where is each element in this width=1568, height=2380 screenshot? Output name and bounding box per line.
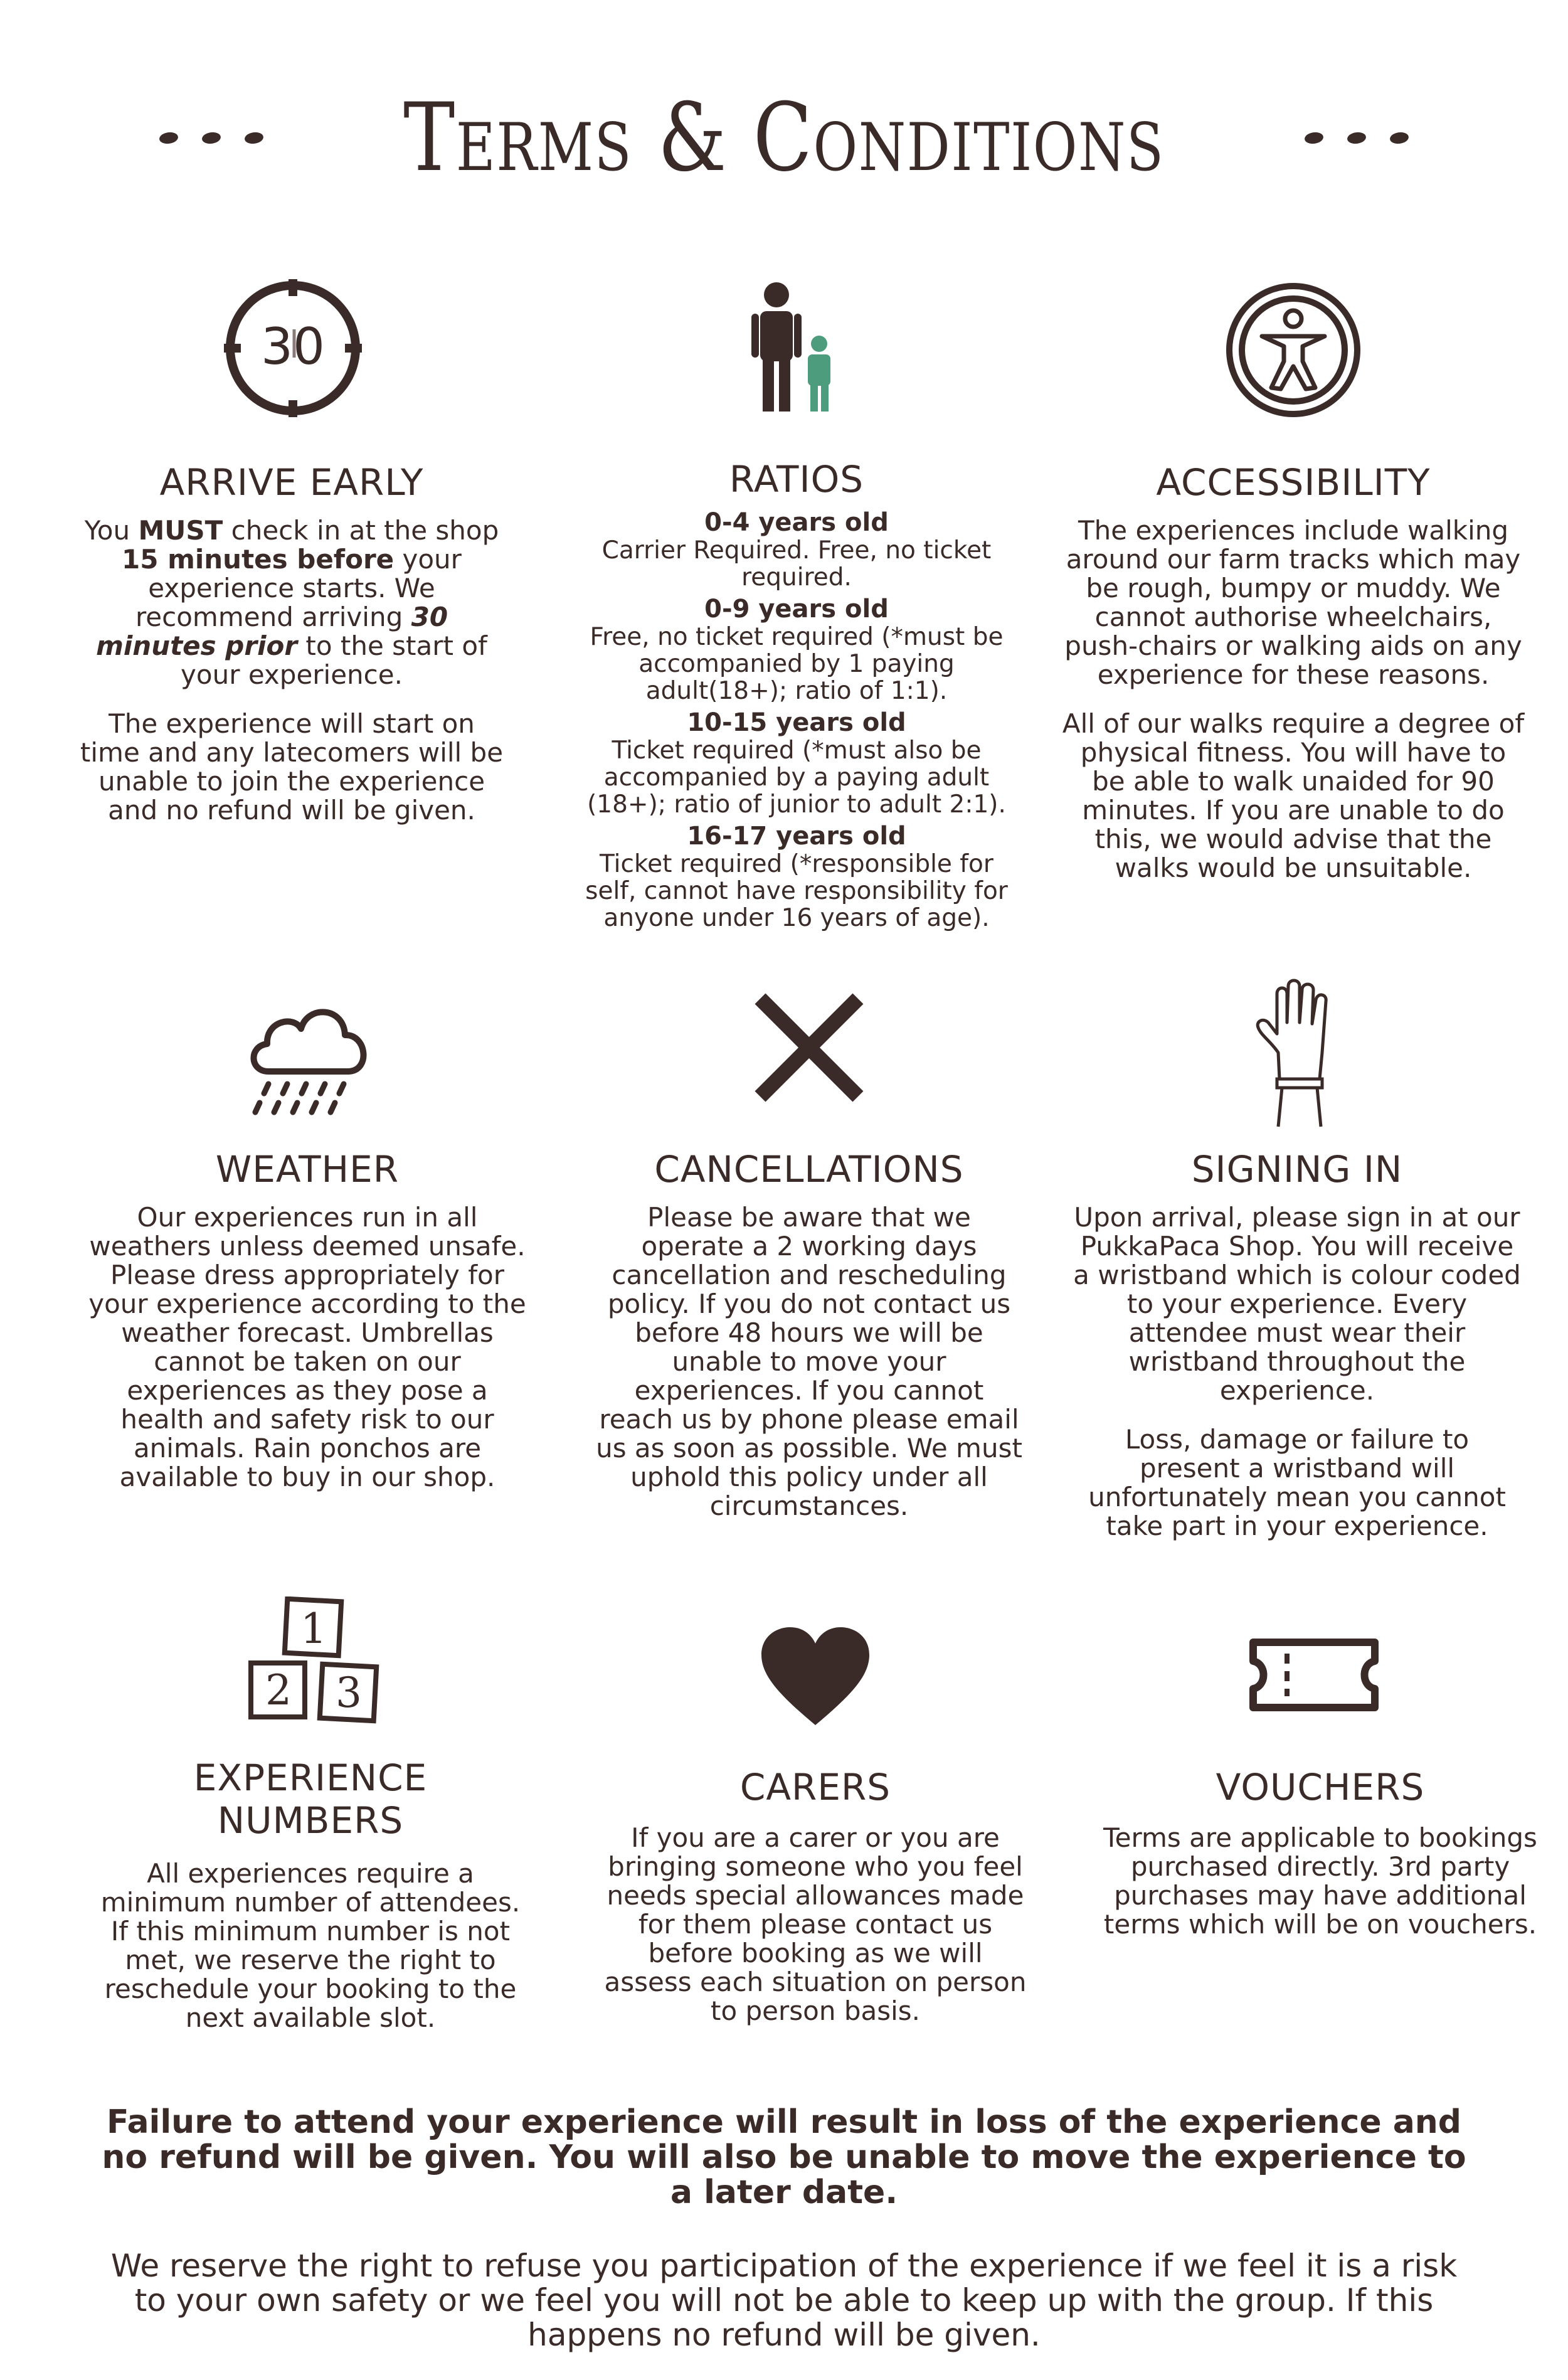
title-row [0,75,1568,201]
adult-child-icon [745,281,839,413]
accessibility-section [1055,461,1532,903]
ratio-text-10-15: Ticket required (*must also be accompanied by a paying adult (18+); ratio of junior to adult 2:1). [587,736,1006,819]
wristband-hand-icon [1254,979,1336,1129]
experience-numbers-heading-1: EXPERIENCE [193,1756,428,1799]
footer-notice-bold [94,2105,1474,2210]
accessibility-heading: ACCESSIBILITY [1156,461,1431,504]
signing-in-section [1059,1148,1535,1561]
ratio-text-16-17: Ticket required (*responsible for self, cannot have responsibility for anyone under 16 years of age). [585,850,1008,932]
ratio-age-16-17: 16-17 years old [687,822,906,851]
number-blocks-icon [246,1596,384,1731]
experience-numbers-section [72,1756,549,2053]
ratios-section [558,458,1035,935]
page-title: Terms & Conditions [403,83,1165,193]
cancellations-section [571,1148,1047,1541]
weather-section [69,1148,546,1512]
carers-section [577,1766,1054,2046]
stopwatch-number: 30 [261,317,325,376]
arrive-early-text-2: The experience will start on time and any latecomers will be unable to join the experience and no refund will be given. [80,708,504,826]
accessibility-icon [1224,281,1362,419]
vouchers-heading: VOUCHERS [1216,1766,1425,1809]
stopwatch-icon [221,276,365,420]
cancellations-heading: CANCELLATIONS [654,1148,964,1191]
footer-text-1: Failure to attend your experience will result in loss of the experience and no refund will be given. You will also be unable to move the experience to a later date. [102,2103,1466,2211]
vouchers-text: Terms are applicable to bookings purchased directly. 3rd party purchases may have additional terms which will be on vouchers. [1103,1822,1537,1940]
ticket-icon [1248,1637,1380,1713]
block-number-1: 1 [300,1605,327,1653]
ratios-heading: RATIOS [729,458,864,501]
block-number-3: 3 [336,1669,362,1717]
right-dots-ornament [1305,132,1409,144]
cancellations-text: Please be aware that we operate a 2 working days cancellation and rescheduling policy. If you do not contact us before 48 hours we will be unable to move your experiences. If you cannot reach us by phone please email us as soon as possible. We must uphold this policy under all circumstances. [596,1202,1022,1521]
signing-in-heading: SIGNING IN [1191,1148,1403,1191]
signing-in-text-2: Loss, damage or failure to present a wristband will unfortunately mean you cannot take part in your experience. [1088,1424,1506,1541]
footer-notice [94,2249,1474,2352]
arrive-early-section [53,461,530,845]
accessibility-text-2: All of our walks require a degree of physical fitness. You will have to be able to walk unaided for 90 minutes. If you are unable to do this, we would advise that the walks would be unsuitable. [1062,708,1525,883]
ratio-age-0-9: 0-9 years old [704,595,889,624]
vouchers-section [1082,1766,1559,1959]
accessibility-text-1: The experiences include walking around our farm tracks which may be rough, bumpy or muddy. We cannot authorise wheelchairs, push-chairs or walking aids on any experience for these reasons. [1064,515,1522,690]
weather-heading: WEATHER [215,1148,400,1191]
rain-cloud-icon [243,996,375,1122]
arrive-early-heading: ARRIVE EARLY [159,461,424,504]
block-number-2: 2 [265,1666,292,1714]
left-dots-ornament [159,132,263,144]
arrive-early-text-1: You MUST check in at the shop 15 minutes before your experience starts. We recommend arriving 30 minutes prior to the start of your experience. [84,515,499,690]
ratio-age-10-15: 10-15 years old [687,708,906,737]
carers-heading: CARERS [739,1766,891,1809]
footer-text-2: We reserve the right to refuse you participation of the experience if we feel it is a risk to your own safety or we feel you will not be able to keep up with the group. If this happens no refund will be given. [110,2248,1458,2353]
signing-in-text-1: Upon arrival, please sign in at our PukkaPaca Shop. You will receive a wristband which is colour coded to your experience. Every attendee must wear their wristband throughout the experience. [1073,1202,1521,1406]
ratio-age-0-4: 0-4 years old [704,508,889,537]
cross-icon [753,991,866,1104]
ratio-text-0-9: Free, no ticket required (*must be accompanied by 1 paying adult(18+); ratio of 1:1). [590,623,1004,705]
carers-text: If you are a carer or you are bringing someone who you feel needs special allowances made for them please contact us before booking as we will assess each situation on person to person basis. [604,1822,1027,2026]
heart-icon [759,1625,872,1731]
weather-text: Our experiences run in all weathers unless deemed unsafe. Please dress appropriately for your experience according to the weather forecast. Umbrellas cannot be taken on our experiences as they pose a health and safety risk to our animals. Rain ponchos are available to buy in our shop. [88,1202,526,1492]
ratio-text-0-4: Carrier Required. Free, no ticket required. [601,536,992,592]
experience-numbers-heading-2: NUMBERS [217,1799,404,1842]
experience-numbers-text: All experiences require a minimum number of attendees. If this minimum number is not met, we reserve the right to reschedule your booking to the next available slot. [100,1858,521,2033]
